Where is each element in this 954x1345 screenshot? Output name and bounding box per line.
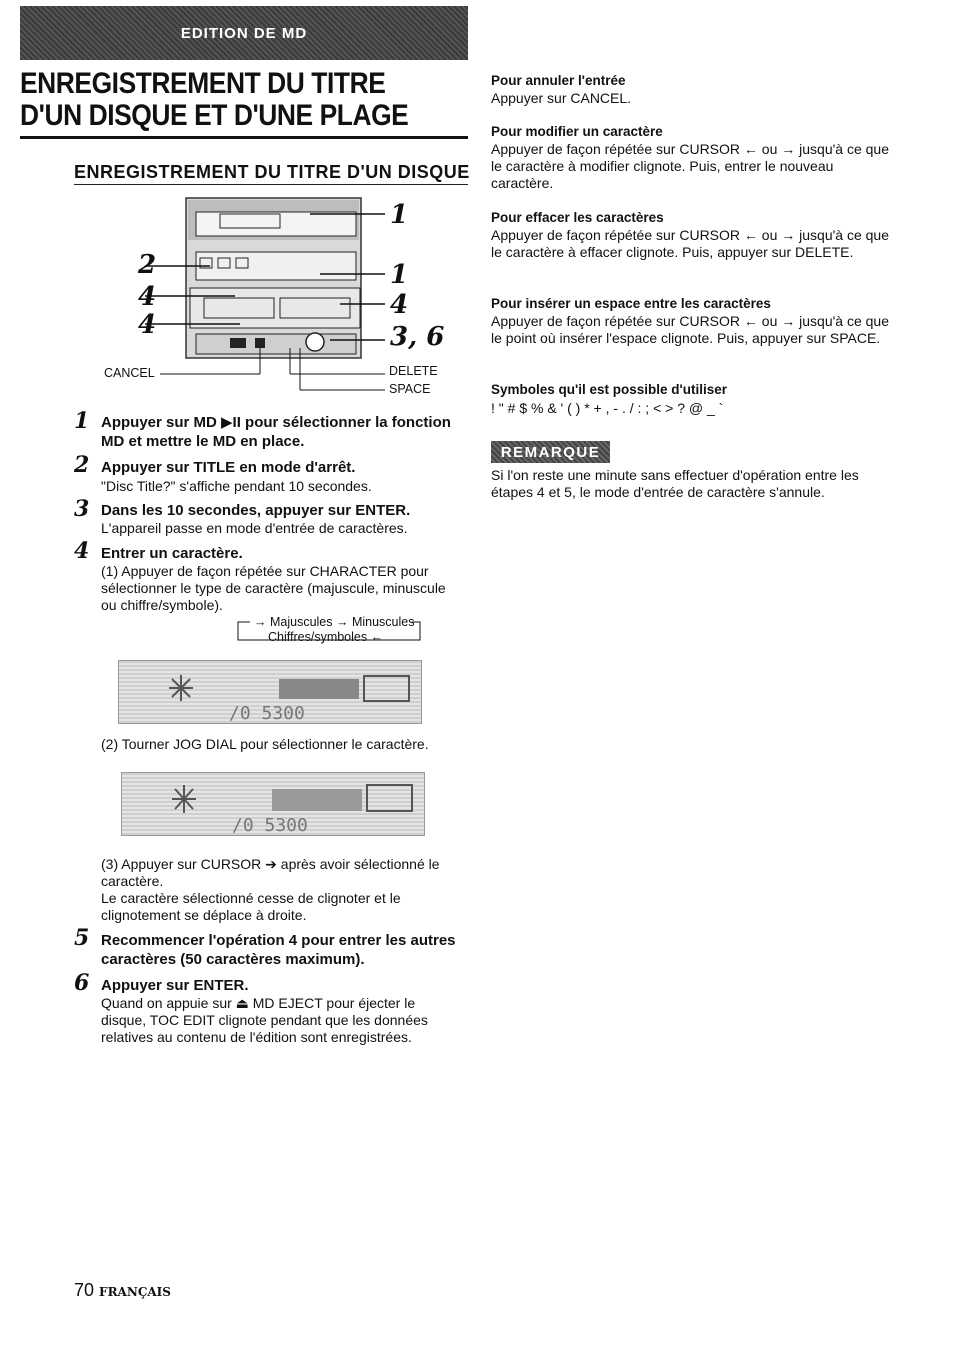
step-3-title: Dans les 10 secondes, appuyer sur ENTER. — [101, 502, 411, 519]
step-6-title: Appuyer sur ENTER. — [101, 977, 249, 994]
page-language: FRANÇAIS — [99, 1285, 171, 1299]
label-space: SPACE — [389, 382, 431, 396]
step-3-text: L'appareil passe en mode d'entrée de caractères. — [101, 520, 408, 536]
subtitle-underline — [74, 184, 468, 185]
step-5-number: 5 — [74, 925, 90, 951]
page-footer — [74, 1280, 171, 1301]
cancel-text: Appuyer sur CANCEL. — [491, 90, 632, 106]
erase-heading: Pour effacer les caractères — [491, 210, 664, 225]
callout-1-top: 1 — [390, 200, 409, 230]
step-2-number: 2 — [74, 452, 90, 478]
lcd-display-1-graphic — [119, 661, 421, 723]
step-1-title: Appuyer sur MD ▶II pour sélectionner la fonction MD et mettre le MD en place. — [101, 414, 451, 450]
title-rule — [20, 136, 468, 139]
svg-text:/0 5300: /0 5300 — [232, 815, 308, 835]
label-delete: DELETE — [389, 364, 438, 378]
step-4-text-2: (2) Tourner JOG DIAL pour sélectionner le caractère. — [101, 736, 429, 752]
erase-text: Appuyer de façon répétée sur CURSOR ← ou → jusqu'à ce que le caractère à effacer clignote. Puis, appuyer sur DELETE. — [491, 227, 889, 260]
modify-text: Appuyer de façon répétée sur CURSOR ← ou → jusqu'à ce que le caractère à modifier clignote. Puis, entrer le nouveau caractère. — [491, 141, 889, 191]
callout-3-6: 3, 6 — [390, 322, 445, 352]
callout-2: 2 — [138, 250, 157, 280]
section-banner: EDITION DE MD — [20, 6, 468, 60]
svg-text:/0 5300: /0 5300 — [229, 703, 305, 723]
modify-heading: Pour modifier un caractère — [491, 124, 663, 139]
step-2-text: "Disc Title?" s'affiche pendant 10 secondes. — [101, 478, 372, 494]
page-title-line1: ENREGISTREMENT DU TITRE — [20, 67, 386, 100]
cycle-label-a: Majuscules — [269, 615, 333, 629]
step-4-text-3: (3) Appuyer sur CURSOR ➔ après avoir sélectionné le caractère. — [101, 856, 440, 889]
step-5-title: Recommencer l'opération 4 pour entrer les autres caractères (50 caractères maximum). — [101, 932, 456, 968]
symbols-text: ! " # $ % & ' ( ) * + , - . / : ; < > ? @ _ ` — [491, 400, 724, 416]
callout-4-c: 4 — [138, 310, 157, 340]
cycle-label-b: Minuscules — [351, 615, 415, 629]
callout-4-b: 4 — [390, 290, 409, 320]
space-text: Appuyer de façon répétée sur CURSOR ← ou → jusqu'à ce que le point où insérer l'espace clignote. Puis, appuyer sur SPACE. — [491, 313, 889, 346]
cancel-heading: Pour annuler l'entrée — [491, 73, 626, 88]
remarque-label: REMARQUE — [491, 441, 610, 463]
step-1-number: 1 — [74, 408, 90, 434]
step-2-title: Appuyer sur TITLE en mode d'arrêt. — [101, 459, 356, 476]
cycle-chiffres: Chiffres/symboles ← — [268, 630, 384, 644]
cycle-label-c: Chiffres/symboles — [268, 630, 368, 644]
space-heading: Pour insérer un espace entre les caractères — [491, 296, 771, 311]
step-6-number: 6 — [74, 970, 90, 996]
label-cancel: CANCEL — [104, 366, 155, 380]
page-title-line2: D'UN DISQUE ET D'UNE PLAGE — [20, 99, 409, 132]
step-4-title: Entrer un caractère. — [101, 545, 243, 562]
step-4-number: 4 — [74, 538, 90, 564]
remarque-text: Si l'on reste une minute sans effectuer d'opération entre les étapes 4 et 5, le mode d'entrée de caractère s'annule. — [491, 467, 859, 500]
lcd-display-2-graphic — [122, 773, 424, 835]
section-subtitle: ENREGISTREMENT DU TITRE D'UN DISQUE — [74, 162, 470, 182]
step-3-number: 3 — [74, 496, 90, 522]
lcd-display-1 — [118, 660, 422, 724]
page-number: 70 — [74, 1280, 95, 1300]
step-4-text-4: Le caractère sélectionné cesse de clignoter et le clignotement se déplace à droite. — [101, 890, 401, 923]
step-6-text: Quand on appuie sur ⏏ MD EJECT pour éjecter le disque, TOC EDIT clignote pendant que les données relatives au contenu de l'édition sont enregistrées. — [101, 995, 428, 1045]
lcd-display-2 — [121, 772, 425, 836]
callout-4-a: 4 — [138, 282, 157, 312]
callout-1-mid: 1 — [390, 260, 409, 290]
step-4-text-1: (1) Appuyer de façon répétée sur CHARACTER pour sélectionner le type de caractère (majuscule, minuscule ou chiffre/symbole). — [101, 563, 446, 613]
page-title — [20, 68, 469, 132]
cycle-majuscules: → Majuscules → Minuscules — [254, 615, 415, 629]
symbols-heading: Symboles qu'il est possible d'utiliser — [491, 382, 727, 397]
